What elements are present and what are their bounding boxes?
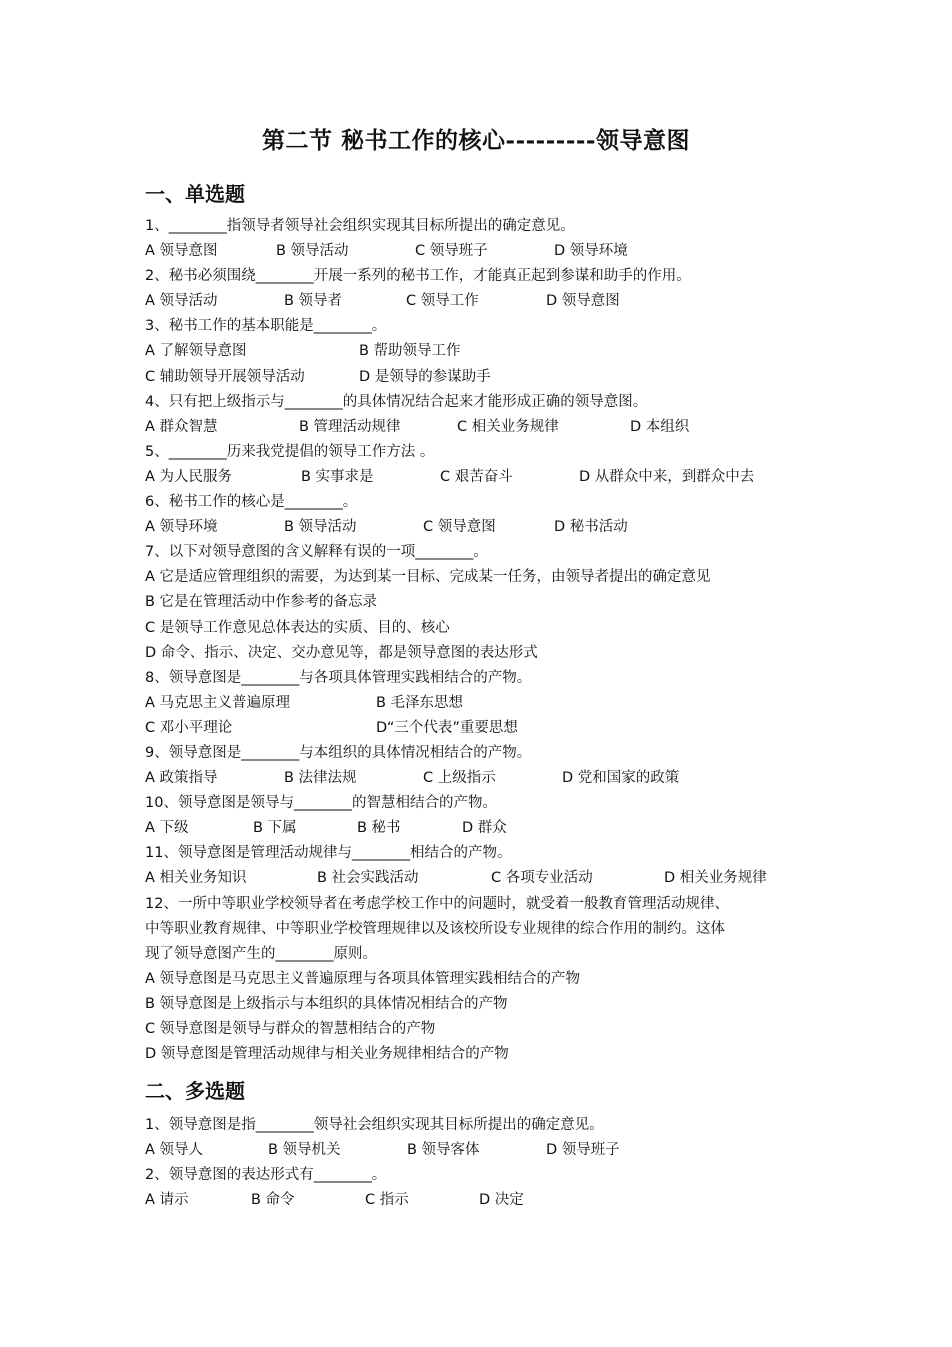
question-line: 6、秘书工作的核心是________。 [145,494,358,511]
option-text: D 从群众中来，到群众中去 [579,468,755,485]
options-row [145,816,825,841]
question-line: 5、________历来我党提倡的领导工作方法 。 [145,443,435,460]
option-text: D 秘书活动 [554,519,628,536]
option-text: B 管理活动规律 [299,418,401,435]
option-text: B 领导机关 [268,1142,341,1159]
page-title: 第二节 秘书工作的核心---------领导意图 [262,127,690,154]
question-line: C 领导意图是领导与群众的智慧相结合的产物 [145,1021,436,1037]
option-text: C 艰苦奋斗 [440,468,513,485]
option-text: B 社会实践活动 [317,870,419,887]
option-text: C 领导工作 [406,293,479,310]
options-row [145,465,825,490]
question-line: A 领导意图是马克思主义普遍原理与各项具体管理实践相结合的产物 [145,970,581,987]
option-text: B 毛泽东思想 [376,694,464,711]
option-text: A 领导意图 [145,243,218,260]
option-text: C 各项专业活动 [491,870,593,887]
option-text: D 决定 [479,1192,524,1209]
question-line: 2、领导意图的表达形式有________。 [145,1167,387,1184]
question-line: 3、秘书工作的基本职能是________。 [145,318,387,335]
option-text: A 群众智慧 [145,418,218,435]
question-line: 11、领导意图是管理活动规律与________相结合的产物。 [145,845,512,862]
option-text: B 秘书 [357,820,401,837]
options-row [145,866,825,891]
question-line: 中等职业教育规律、中等职业学校管理规律以及该校所设专业规律的综合作用的制约。这体 [145,920,725,937]
option-text: D 党和国家的政策 [562,770,680,787]
option-text: C 指示 [365,1192,409,1209]
options-row [145,1188,825,1213]
option-text: C 相关业务规律 [457,418,559,435]
option-text: A 领导活动 [145,293,218,310]
multi-choice-questions [145,1113,825,1213]
option-text: A 政策指导 [145,770,218,787]
option-text: C 上级指示 [423,770,496,787]
option-text: A 了解领导意图 [145,343,247,360]
options-row [145,339,825,364]
option-text: B 命令 [251,1192,295,1209]
options-row [145,716,825,741]
option-text: D 是领导的参谋助手 [359,368,491,385]
option-text: B 领导者 [284,293,343,310]
question-line: 10、领导意图是领导与________的智慧相结合的产物。 [145,795,497,812]
option-text: A 马克思主义普遍原理 [145,694,291,711]
question-line: 4、只有把上级指示与________的具体情况结合起来才能形成正确的领导意图。 [145,393,648,410]
option-text: D 本组织 [630,418,690,435]
option-text: C 辅助领导开展领导活动 [145,368,305,385]
option-text: D 群众 [462,820,507,837]
option-text: B 法律法规 [284,770,357,787]
question-line: B 领导意图是上级指示与本组织的具体情况相结合的产物 [145,995,508,1012]
question-line: 2、秘书必须围绕________开展一系列的秘书工作，才能真正起到参谋和助手的作用。 [145,268,691,285]
options-row [145,365,825,390]
question-line: 1、领导意图是指________领导社会组织实现其目标所提出的确定意见。 [145,1117,604,1133]
option-text: B 实事求是 [301,468,374,485]
option-text: A 领导环境 [145,519,218,536]
single-choice-questions [145,214,825,1067]
option-text: D 领导意图 [546,293,620,310]
option-text: A 为人民服务 [145,468,233,485]
question-line: 1、________指领导者领导社会组织实现其目标所提出的确定意见。 [145,218,575,234]
option-text: C 领导班子 [415,243,488,260]
question-line: 7、以下对领导意图的含义解释有误的一项________。 [145,544,488,561]
section-heading-multi: 二、多选题 [145,1079,245,1103]
question-line: D 领导意图是管理活动规律与相关业务规律相结合的产物 [145,1046,509,1063]
section-heading-single: 一、单选题 [145,182,245,206]
option-text: B 下属 [253,820,297,837]
question-line: 现了领导意图产生的________原则。 [145,945,377,962]
question-line: A 它是适应管理组织的需要，为达到某一目标、完成某一任务，由领导者提出的确定意见 [145,569,711,586]
option-text: C 邓小平理论 [145,719,233,736]
option-text: D 领导环境 [554,243,628,260]
options-row [145,239,825,264]
option-text: A 领导人 [145,1142,204,1159]
options-row [145,766,825,791]
options-row [145,289,825,314]
option-text: A 下级 [145,820,189,837]
option-text: B 领导活动 [284,519,357,536]
option-text: A 相关业务知识 [145,870,247,887]
option-text: D 领导班子 [546,1142,620,1159]
option-text: D“三个代表”重要思想 [376,719,518,736]
question-line: C 是领导工作意见总体表达的实质、目的、核心 [145,619,450,636]
options-row [145,1138,825,1163]
options-row [145,515,825,540]
question-line: 8、领导意图是________与各项具体管理实践相结合的产物。 [145,669,532,686]
option-text: B 领导客体 [407,1142,480,1159]
question-line: 12、一所中等职业学校领导者在考虑学校工作中的问题时，就受着一般教育管理活动规律、 [145,895,729,912]
option-text: A 请示 [145,1192,189,1209]
option-text: B 帮助领导工作 [359,343,461,360]
option-text: C 领导意图 [423,519,496,536]
question-line: B 它是在管理活动中作参考的备忘录 [145,594,378,611]
option-text: B 领导活动 [276,243,349,260]
options-row [145,415,825,440]
options-row [145,691,825,716]
option-text: D 相关业务规律 [664,870,767,887]
question-line: 9、领导意图是________与本组织的具体情况相结合的产物。 [145,744,532,761]
question-line: D 命令、指示、决定、交办意见等，都是领导意图的表达形式 [145,644,538,661]
